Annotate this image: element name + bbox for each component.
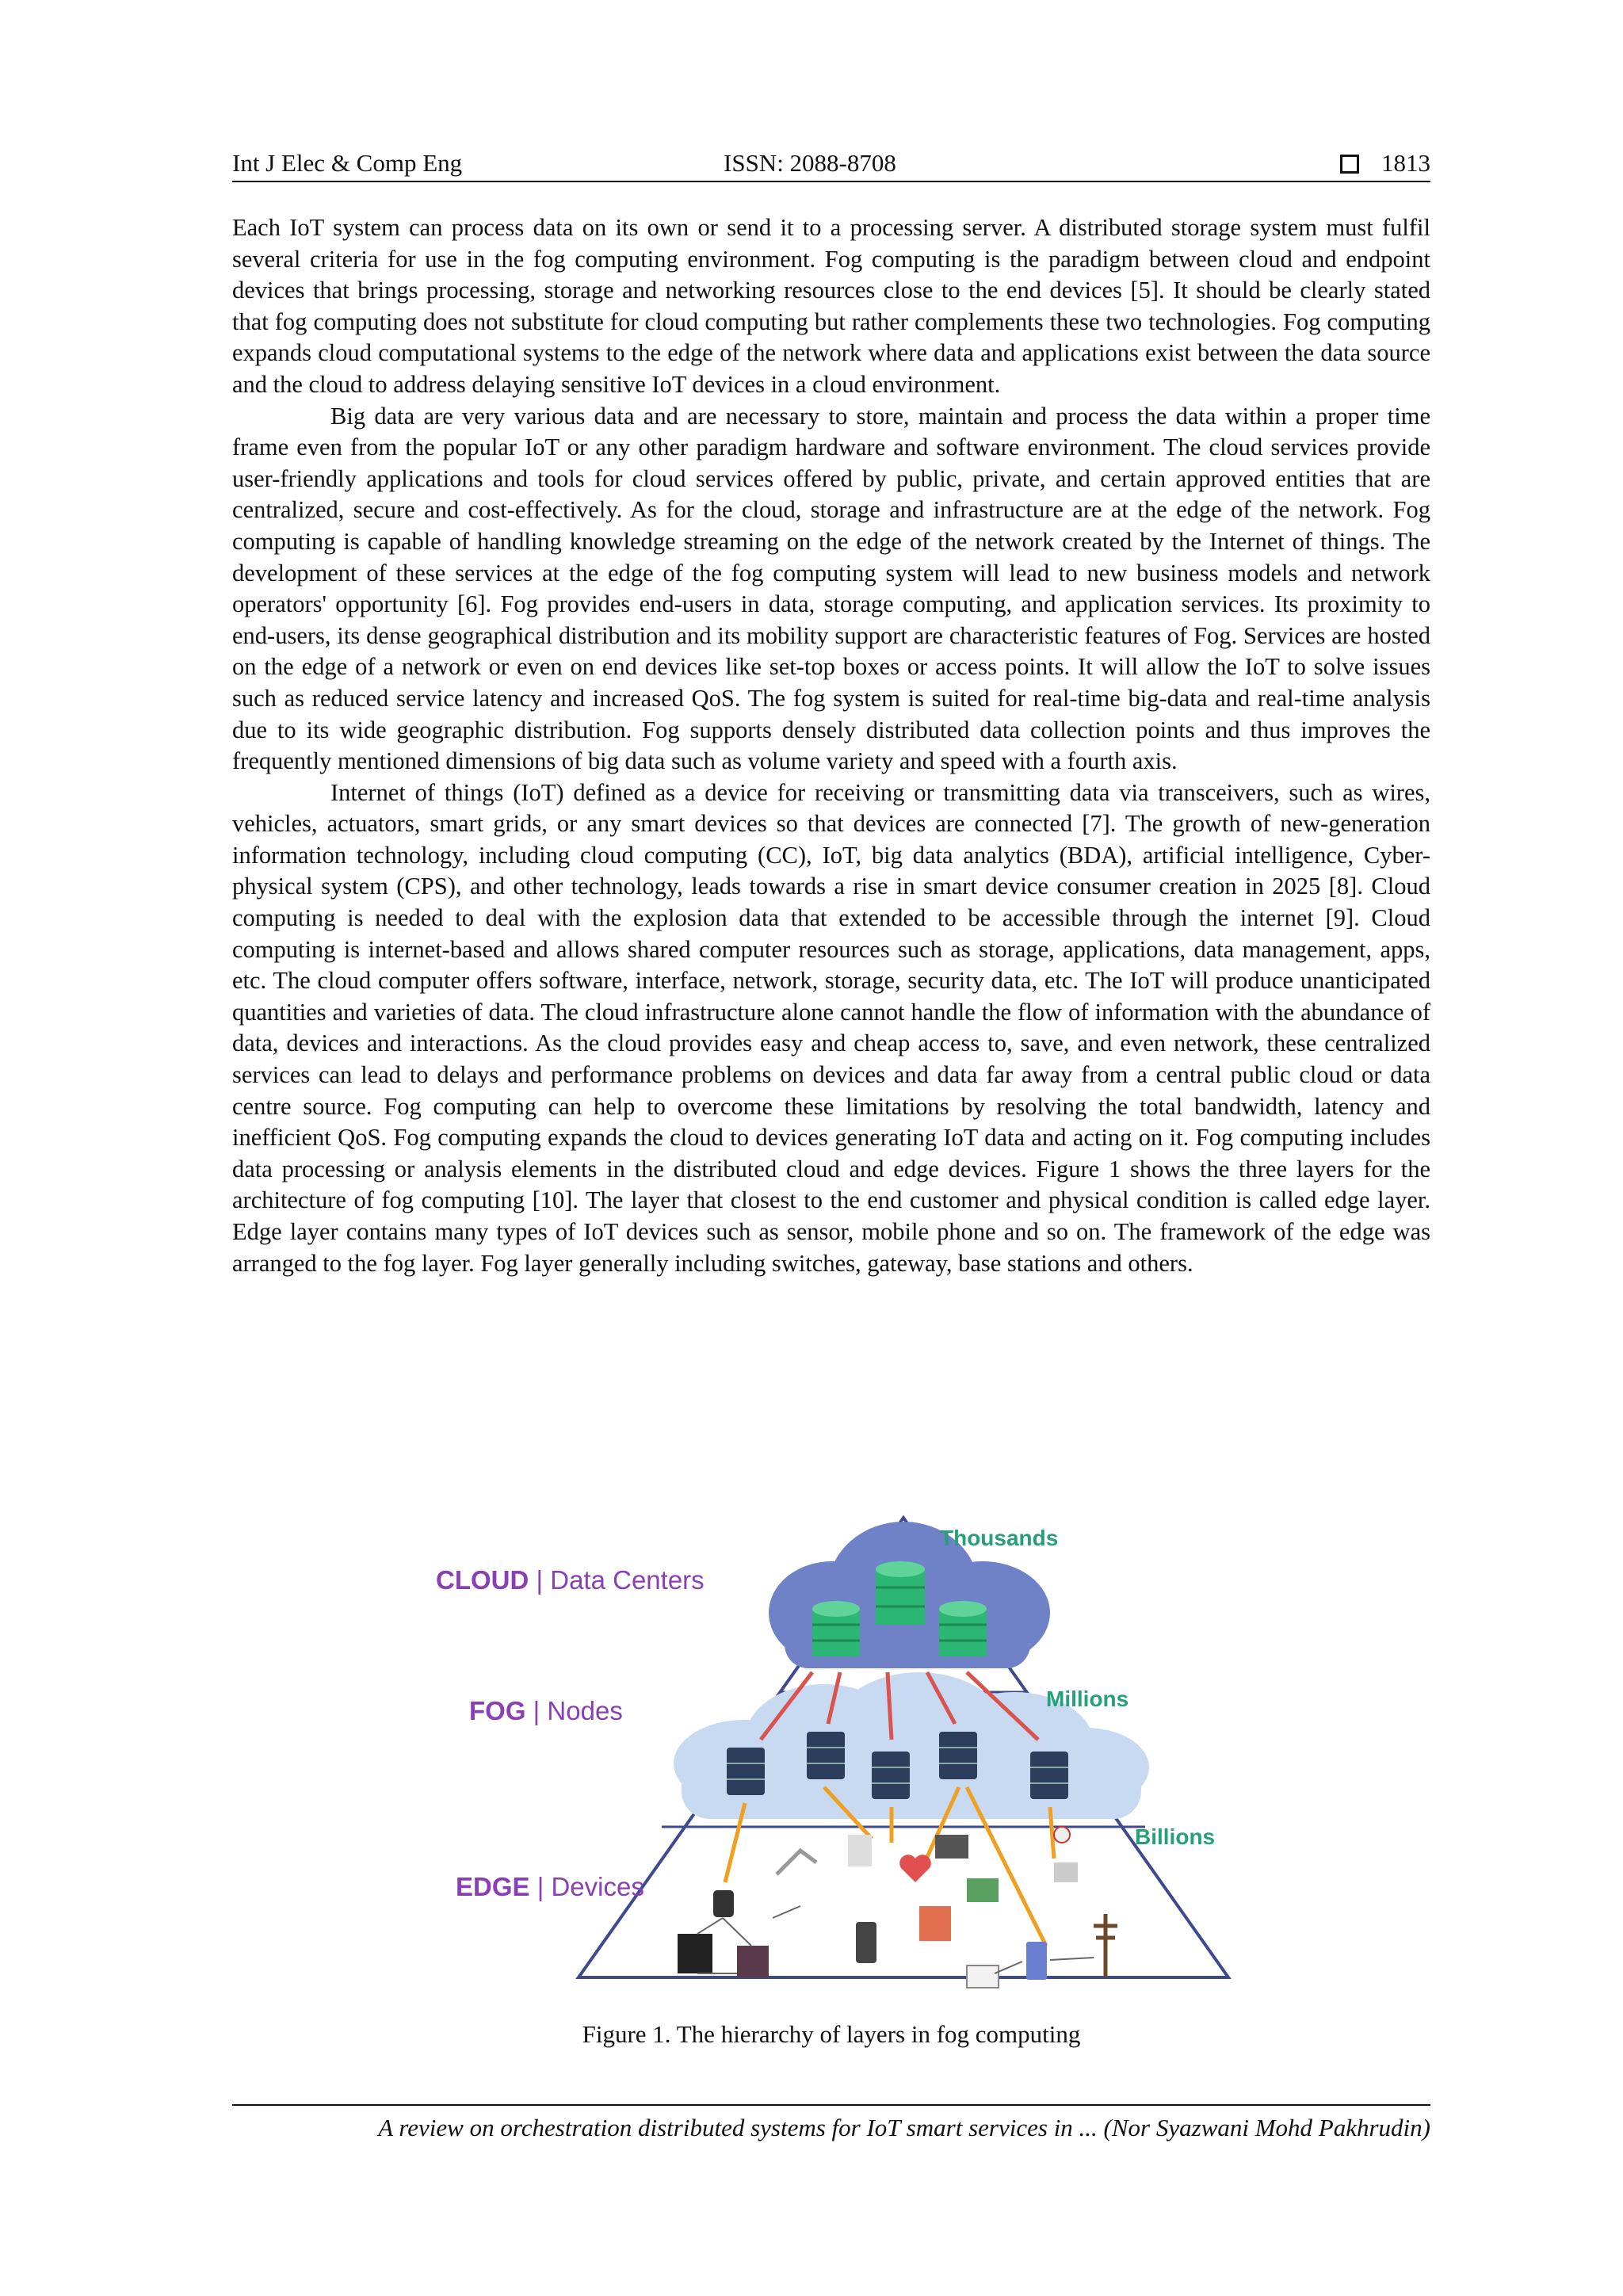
figure-caption: Figure 1. The hierarchy of layers in fog computing [582, 2020, 1081, 2048]
monitor-icon [935, 1835, 968, 1859]
paragraph-3: Internet of things (IoT) defined as a device for receiving or transmitting data via transceivers, such as wires, vehicles, actuators, smart grids, or any smart devices so that devices are connected [7]. The growth of new-generation information technology, including cloud computing (CC), IoT, big data analytics (BDA), artificial intelligence, Cyber-physical system (CPS), and other technology, leads towards a rise in smart device consumer creation in 2025 [8]. Cloud computing is needed to deal with the explosion data that extended to be accessible through the internet [9]. Cloud computing is internet-based and allows shared computer resources such as storage, applications, data management, apps, etc. The cloud computer offers software, interface, network, storage, security data, etc. The IoT will produce unanticipated quantities and varieties of data. The cloud infrastructure alone cannot handle the flow of information with the abundance of data, devices and interactions. As the cloud provides easy and cheap access to, save, and even network, these centralized services can lead to delays and performance problems on devices and data far away from a central public cloud or data centre source. Fog computing can help to overcome these limitations by resolving the total bandwidth, latency and inefficient QoS. Fog computing expands the cloud to devices generating IoT data and acting on it. Fog computing includes data processing or analysis elements in the distributed cloud and edge devices. Figure 1 shows the three layers for the architecture of fog computing [10]. The layer that closest to the end customer and physical condition is called edge layer. Edge layer contains many types of IoT devices such as sensor, mobile phone and so on. The framework of the edge was arranged to the fog layer. Fog layer generally including switches, gateway, base stations and others. [232, 778, 1430, 1277]
edge-layer-label: EDGE | Devices [456, 1872, 644, 1901]
heart-icon [899, 1855, 931, 1882]
edge-label-light: Devices [551, 1872, 644, 1901]
circuit-board-icon [737, 1946, 769, 1977]
database-icon [876, 1561, 925, 1625]
tablet-icon [967, 1966, 999, 1988]
gauge-icon [1054, 1827, 1070, 1843]
cloud-label-light: Data Centers [550, 1565, 705, 1595]
card-reader-icon [967, 1878, 999, 1902]
server-icon [807, 1732, 845, 1779]
speaker-icon [678, 1934, 712, 1973]
phone-icon [856, 1922, 876, 1963]
mobile-device-icon [1026, 1942, 1047, 1980]
cloud-label-bold: CLOUD [436, 1565, 529, 1595]
server-icon [727, 1748, 765, 1795]
page-number-group [1340, 146, 1430, 181]
page-number: 1813 [1381, 149, 1430, 177]
edge-devices [678, 1827, 1117, 1988]
smartwatch-icon [713, 1890, 734, 1917]
database-icon [812, 1601, 860, 1656]
server-icon [872, 1752, 910, 1799]
body-text [232, 212, 1430, 1279]
journal-name: Int J Elec & Comp Eng [232, 149, 463, 177]
edge-label-bold: EDGE [456, 1872, 530, 1901]
water-meter-icon [1054, 1862, 1078, 1882]
square-bullet-icon [1340, 155, 1359, 174]
paragraph-1: Each IoT system can process data on its own or send it to a processing server. A distributed storage system must fulfil several criteria for use in the fog computing environment. Fog computing is the paradigm between cloud and endpoint devices that brings processing, storage and networking resources close to the end devices [5]. It should be clearly stated that fog computing does not substitute for cloud computing but rather complements these two technologies. Fog computing expands cloud computational systems to the edge of the network where data and applications exist between the data source and the cloud to address delaying sensitive IoT devices in a cloud environment. [232, 214, 1430, 398]
server-icon [939, 1732, 977, 1779]
fog-hierarchy-diagram [412, 1502, 1236, 2001]
paragraph-2: Big data are very various data and are necessary to store, maintain and process the data within a proper time frame even from the popular IoT or any other paradigm hardware and software environment. The cloud services provide user-friendly applications and tools for cloud services offered by public, private, and certain approved entities that are centralized, secure and cost-effectively. As for the cloud, storage and infrastructure are at the edge of the network. Fog computing is capable of handling knowledge streaming on the edge of the network created by the Internet of things. The development of these services at the edge of the fog computing system will lead to new business models and network operators' opportunity [6]. Fog provides end-users in data, storage computing, and application services. Its proximity to end-users, its dense geographical distribution and its mobility support are characteristic features of Fog. Services are hosted on the edge of a network or even on end devices like set-top boxes or access points. It will allow the IoT to solve issues such as reduced service latency and increased QoS. The fog system is suited for real-time big-data and real-time analysis due to its wide geographic distribution. Fog supports densely distributed data collection points and thus improves the frequently mentioned dimensions of big data such as volume variety and speed with a fourth axis. [232, 402, 1430, 775]
header-rule [232, 181, 1430, 182]
issn: ISSN: 2088-8708 [724, 149, 896, 177]
fog-layer-label: FOG | Nodes [469, 1696, 623, 1725]
count-billions: Billions [1135, 1824, 1216, 1849]
utility-pole-icon [1094, 1914, 1117, 1977]
count-thousands: Thousands [940, 1526, 1059, 1550]
figure-fog-hierarchy [412, 1502, 1236, 2001]
faucet-icon [848, 1835, 872, 1866]
server-icon [1030, 1752, 1068, 1799]
shop-icon [919, 1906, 951, 1941]
footer-rule [232, 2104, 1430, 2106]
database-icon [939, 1601, 987, 1656]
count-millions: Millions [1046, 1687, 1129, 1711]
fog-label-bold: FOG [469, 1696, 526, 1725]
running-footer: A review on orchestration distributed systems for IoT smart services in ... (Nor Syazwani Mohd Pakhrudin) [378, 2114, 1430, 2141]
lamp-icon [777, 1851, 816, 1874]
running-header [232, 146, 1430, 181]
cloud-layer-label: CLOUD | Data Centers [436, 1565, 705, 1595]
fog-label-light: Nodes [547, 1696, 623, 1725]
